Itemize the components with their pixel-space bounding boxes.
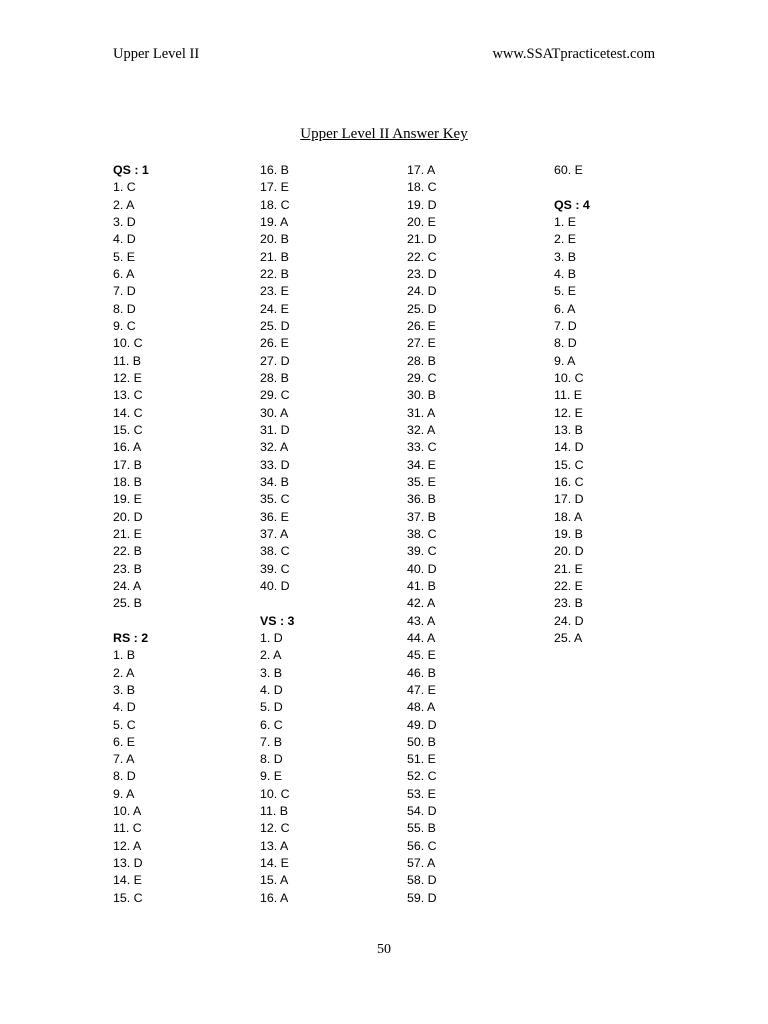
answer-item: 14. E	[113, 873, 142, 888]
answer-item: 4. D	[260, 682, 283, 697]
answer-item: 27. E	[407, 336, 436, 351]
answer-item: 7. A	[113, 752, 135, 767]
answer-item: 11. E	[554, 388, 583, 403]
answer-item: 9. A	[554, 353, 576, 368]
answer-item: 17. B	[113, 457, 142, 472]
answer-item: 22. E	[554, 578, 583, 593]
answer-item: 7. D	[554, 318, 577, 333]
answer-item: 16. B	[260, 163, 289, 177]
answer-item: 24. D	[554, 613, 584, 628]
answer-item: 40. D	[260, 578, 290, 593]
answer-item: 13. A	[260, 838, 289, 853]
answer-item: 52. C	[407, 769, 437, 784]
answer-item: 31. A	[407, 405, 436, 420]
answer-item: 43. A	[407, 613, 436, 628]
answer-item: 12. E	[554, 405, 583, 420]
answer-item: 29. C	[407, 370, 437, 385]
spacer-line	[113, 613, 149, 630]
answer-item: 54. D	[407, 804, 437, 819]
answer-item: 2. A	[113, 197, 135, 212]
answer-item: 12. C	[260, 821, 290, 836]
answer-item: 10. C	[260, 786, 290, 801]
answer-item: 23. B	[113, 561, 142, 576]
answer-item: 4. D	[113, 700, 136, 715]
answer-item: 2. A	[113, 665, 135, 680]
spacer-line	[554, 179, 590, 196]
answer-item: 16. A	[260, 890, 289, 905]
answer-item: 34. B	[260, 474, 289, 489]
answer-item: 8. D	[113, 769, 136, 784]
answer-item: 30. A	[260, 405, 289, 420]
answer-item: 4. B	[554, 266, 577, 281]
answer-item: 20. D	[554, 544, 584, 559]
answer-item: 37. B	[407, 509, 436, 524]
answer-item: 38. C	[260, 544, 290, 559]
answer-item: 22. B	[113, 544, 142, 559]
answer-item: 26. E	[260, 336, 289, 351]
answer-item: 8. D	[260, 752, 283, 767]
answer-column-1	[113, 162, 149, 907]
answer-item: 14. D	[554, 440, 584, 455]
answer-item: 21. B	[260, 249, 289, 264]
answer-item: 19. A	[260, 214, 289, 229]
answer-item: 5. D	[260, 700, 283, 715]
answer-item: 28. B	[260, 370, 289, 385]
answer-item: 5. E	[554, 284, 577, 299]
answer-item: 20. D	[113, 509, 143, 524]
answer-item: 15. C	[554, 457, 584, 472]
answer-item: 15. A	[260, 873, 289, 888]
answer-item: 12. E	[113, 370, 142, 385]
answer-item: 53. E	[407, 786, 436, 801]
answer-item: 26. E	[407, 318, 436, 333]
answer-item: 18. B	[113, 474, 142, 489]
answer-item: 56. C	[407, 838, 437, 853]
answer-item: 21. D	[407, 232, 437, 247]
answer-item: 32. A	[407, 422, 436, 437]
answer-item: 13. B	[554, 422, 583, 437]
answer-item: 59. D	[407, 890, 437, 905]
answer-item: 9. C	[113, 318, 136, 333]
answer-item: 33. D	[260, 457, 290, 472]
answer-item: 1. E	[554, 214, 577, 229]
answer-item: 7. B	[260, 734, 283, 749]
answer-item: 14. C	[113, 405, 143, 420]
answer-item: 11. B	[113, 353, 142, 368]
answer-item: 11. B	[260, 804, 289, 819]
answer-item: 3. B	[113, 682, 136, 697]
answer-item: 39. C	[260, 561, 290, 576]
answer-item: 23. B	[554, 596, 583, 611]
answer-item: 50. B	[407, 734, 436, 749]
answer-item: 4. D	[113, 232, 136, 247]
answer-item: 21. E	[554, 561, 583, 576]
answer-item: 29. C	[260, 388, 290, 403]
answer-item: 51. E	[407, 752, 436, 767]
answer-item: 32. A	[260, 440, 289, 455]
answer-item: 38. C	[407, 526, 437, 541]
answer-item: 22. B	[260, 266, 289, 281]
answer-item: 19. B	[554, 526, 583, 541]
answer-item: 24. D	[407, 284, 437, 299]
spacer-line	[260, 595, 294, 612]
answer-item: 3. D	[113, 214, 136, 229]
answer-item: 6. E	[113, 734, 136, 749]
answer-item: 16. A	[113, 440, 142, 455]
section-heading: QS : 4	[554, 197, 590, 212]
answer-item: 9. A	[113, 786, 135, 801]
answer-item: 9. E	[260, 769, 283, 784]
answer-column-2	[260, 162, 294, 907]
answer-item: 1. B	[113, 648, 136, 663]
answer-item: 19. D	[407, 197, 437, 212]
answer-item: 13. C	[113, 388, 143, 403]
answer-item: 11. C	[113, 821, 142, 836]
answer-item: 17. A	[407, 163, 436, 177]
section-heading: QS : 1	[113, 163, 149, 177]
answer-item: 17. E	[260, 180, 289, 195]
section-heading: RS : 2	[113, 630, 149, 645]
answer-item: 5. C	[113, 717, 136, 732]
answer-item: 20. E	[407, 214, 436, 229]
answer-item: 25. D	[407, 301, 437, 316]
answer-item: 1. D	[260, 630, 283, 645]
answer-item: 27. D	[260, 353, 290, 368]
answer-item: 1. C	[113, 180, 136, 195]
answer-item: 6. A	[113, 266, 135, 281]
answer-item: 25. D	[260, 318, 290, 333]
answer-item: 8. D	[554, 336, 577, 351]
answer-item: 5. E	[113, 249, 136, 264]
answer-item: 36. E	[260, 509, 289, 524]
answer-item: 35. C	[260, 492, 290, 507]
answer-item: 23. E	[260, 284, 289, 299]
answer-item: 10. C	[113, 336, 143, 351]
answer-item: 10. A	[113, 804, 142, 819]
answer-item: 10. C	[554, 370, 584, 385]
answer-item: 21. E	[113, 526, 142, 541]
answer-item: 6. C	[260, 717, 283, 732]
answer-item: 33. C	[407, 440, 437, 455]
answer-item: 7. D	[113, 284, 136, 299]
answer-item: 40. D	[407, 561, 437, 576]
answer-item: 31. D	[260, 422, 290, 437]
answer-item: 18. C	[407, 180, 437, 195]
answer-item: 23. D	[407, 266, 437, 281]
answer-item: 18. A	[554, 509, 583, 524]
answer-item: 13. D	[113, 856, 143, 871]
answer-item: 58. D	[407, 873, 437, 888]
answer-item: 24. E	[260, 301, 289, 316]
page-title	[0, 126, 768, 143]
answer-column-3	[407, 162, 437, 907]
answer-item: 3. B	[260, 665, 283, 680]
answer-item: 16. C	[554, 474, 584, 489]
answer-item: 44. A	[407, 630, 436, 645]
answer-item: 18. C	[260, 197, 290, 212]
answer-item: 8. D	[113, 301, 136, 316]
header-website: www.SSATpracticetest.com	[492, 46, 655, 62]
answer-item: 34. E	[407, 457, 436, 472]
answer-item: 6. A	[554, 301, 576, 316]
answer-item: 14. E	[260, 856, 289, 871]
answer-item: 42. A	[407, 596, 436, 611]
answer-item: 57. A	[407, 856, 436, 871]
page-title-text: Upper Level II Answer Key	[300, 126, 468, 142]
answer-item: 17. D	[554, 492, 584, 507]
answer-item: 60. E	[554, 163, 583, 177]
answer-item: 2. E	[554, 232, 577, 247]
page-number: 50	[377, 942, 391, 957]
answer-item: 19. E	[113, 492, 142, 507]
answer-item: 12. A	[113, 838, 142, 853]
answer-item: 25. A	[554, 630, 583, 645]
answer-item: 49. D	[407, 717, 437, 732]
answer-item: 22. C	[407, 249, 437, 264]
answer-item: 25. B	[113, 596, 142, 611]
answer-item: 37. A	[260, 526, 289, 541]
answer-item: 24. A	[113, 578, 142, 593]
section-heading: VS : 3	[260, 613, 295, 628]
answer-item: 36. B	[407, 492, 436, 507]
answer-item: 46. B	[407, 665, 436, 680]
answer-item: 41. B	[407, 578, 436, 593]
answer-item: 35. E	[407, 474, 436, 489]
answer-item: 15. C	[113, 890, 143, 905]
answer-column-4	[554, 162, 590, 647]
answer-item: 20. B	[260, 232, 289, 247]
answer-item: 47. E	[407, 682, 436, 697]
answer-item: 2. A	[260, 648, 282, 663]
answer-item: 3. B	[554, 249, 577, 264]
answer-item: 55. B	[407, 821, 436, 836]
answer-item: 45. E	[407, 648, 436, 663]
answer-item: 48. A	[407, 700, 436, 715]
answer-item: 30. B	[407, 388, 436, 403]
header-doc-title: Upper Level II	[113, 46, 200, 62]
answer-item: 39. C	[407, 544, 437, 559]
answer-item: 15. C	[113, 422, 143, 437]
answer-item: 28. B	[407, 353, 436, 368]
